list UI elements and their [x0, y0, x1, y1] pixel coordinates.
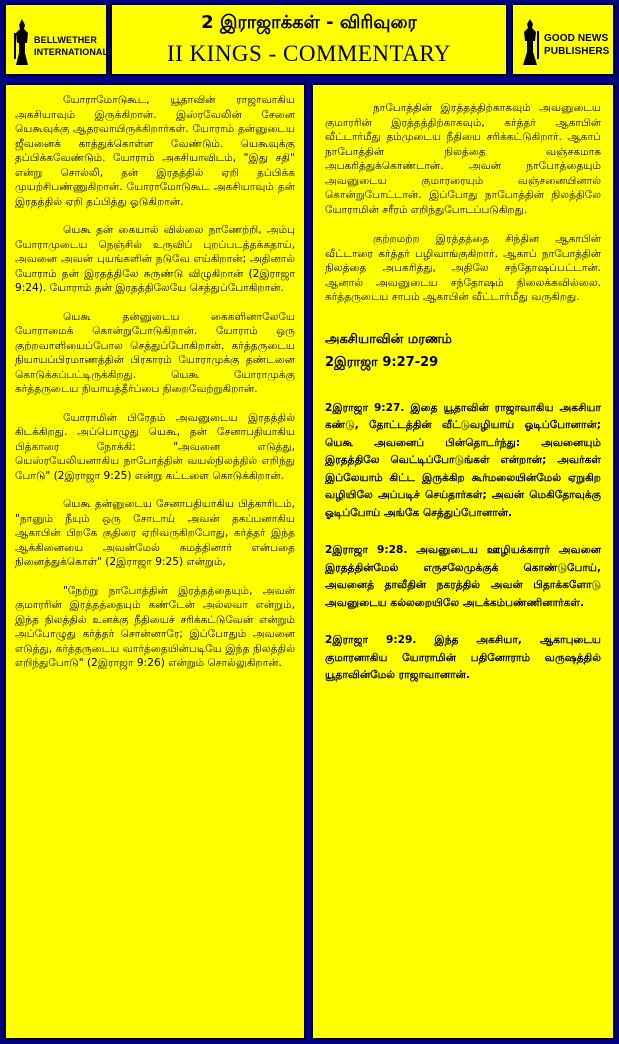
title-panel: [110, 3, 508, 76]
left-paragraph-1: யோராமோடுகூட, யூதாவின் ராஜாவாகிய அகசியாவும் இருக்கிறான். இஸ்ரவேலின் சேனை யெகூவுக்கு ஆதரவாயிருக்கிறார்கள். யோராம் தன்னுடைய ஜீவனைக் காத்துக்கொள்ள வேண்டும். யெகூவுக்கு தப்பிக்கவேண்டும். யோராம் அகசியாவிடம், "இது சதி" என்று சொல்லி, தன் இரதத்தில் ஏறி தப்பிக்க முயற்சிபண்ணுகிறான். யோராமோடுகூட அகசியாவும் தன் இரதத்தில் ஏறி தப்பித்து ஓடுகிறான்.: [15, 94, 295, 208]
verse-9-29: 2இராஜா 9:29. இந்த அகசியா, ஆகாபுடைய குமாரனாகிய யோராமின் பதினோராம் வருஷத்தில் யூதாவின்மேல் ராஜாவானான்.: [325, 634, 601, 681]
left-column: [4, 83, 306, 1040]
verse-9-27: 2இராஜா 9:27. இதை யூதாவின் ராஜாவாகிய அகசியா கண்டு, தோட்டத்தின் வீட்டுவழியாய் ஓடிப்போனான்; யெகூ அவனைப் பின்தொடர்ந்து: அவனையும் இரதத்திலே வெட்டிப்போடுங்கள் என்றான்; அவர்கள் இப்லேயாம் கிட்ட இருக்கிற கூர்மலையின்மேல் ஏறுகிற வழியிலே அப்படிச் செய்தார்கள்; அவன் மெகிதோவுக்கு ஓடிப்போய் அங்கே செத்துப்போனான்.: [325, 401, 601, 519]
left-paragraph-6: "நேற்று நாபோத்தின் இரத்தத்தையும், அவன் குமாரரின் இரத்தத்தையும் கண்டேன் அல்லவா என்றும், இந்த நிலத்தில் உனக்கு நீதியைச் சரிக்கட்டுவேன் என்றும் அப்போழுது கர்த்தர் சொன்னாரே; இப்போதும் அவனை எடுத்து, கர்த்தருடைய வார்த்தையின்படியே இந்த நிலத்தில் எறிந்துபோடு" (2இராஜா 9:26) என்றும் சொல்லுகிறான்.: [15, 584, 295, 669]
page-title-tamil: 2 இராஜாக்கள் - விரிவுரை: [201, 12, 417, 33]
section-heading-title: அகசியாவின் மரணம்: [325, 331, 452, 347]
bellwether-figure-icon: [12, 19, 32, 65]
good-news-publishers-logo: [517, 15, 613, 69]
good-news-logo-line1: GOOD NEWS: [544, 33, 609, 44]
left-paragraph-3: யெகூ தன்னுடைய கைகளினாலேயே யோராமைக் கொன்றுபோடுகிறான். யோராம் ஒரு குற்றவாளியைப்போல செத்துப்போகிறான். கர்த்தருடைய நியாயப்பிரமாணத்தின் பிரகாரம் யோராமுக்கு தண்டனை கொடுக்கப்பட்டிருக்கிறது. யெகூ யோராமுக்கு கர்த்தருடைய நியாயத்தீர்ப்பை நிறைவேற்றுகிறான்.: [15, 310, 295, 395]
bellwether-logo: [10, 15, 109, 69]
good-news-logo-panel: [511, 3, 615, 76]
bellwether-logo-line2: INTERNATIONAL: [34, 47, 109, 57]
page-title-english: II KINGS - COMMENTARY: [166, 41, 452, 66]
bellwether-logo-line1: BELLWETHER: [34, 35, 97, 45]
section-heading: [325, 328, 601, 374]
good-news-logo-line2: PUBLISHERS: [544, 46, 610, 57]
good-news-publishers-icon: [519, 19, 541, 65]
right-paragraph-1: நாபோத்தின் இரத்தத்திற்காகவும் அவனுடைய குமாரரின் இரத்தத்திற்காகவும், கர்த்தர் ஆகாபின் வீட்டார்மீது தம்முடைய நீதியை சரிக்கட்டுகிறார். ஆகாப் நாபோத்தின் நிலத்தை வஞ்சகமாக அபகரித்துக்கொண்டான். அவன் நாபோத்தையும் அவனுடைய குமாரரையும் வஞ்சனையினால் கொன்றுபோட்டான். இப்போது நாபோத்தின் நிலத்திலே யோராமின் சரீரம் எறிந்துபோடப்படுகிறது.: [325, 102, 601, 216]
left-paragraph-4: யோராமின் பிரேதம் அவனுடைய இரதத்தில் கிடக்கிறது. அப்பொழுது யெகூ, தன் சேனாபதியாகிய பித்காரை நோக்கி: "அவனை எடுத்து, யெஸ்ரயேலியனாகிய நாபோத்தின் வயல்நிலத்தில் எறிந்து போடு" (2இராஜா 9:25) என்று கட்டளை கொடுக்கிறான்.: [15, 411, 295, 482]
left-paragraph-5: யெகூ தன்னுடைய சேனாபதியாகிய பித்காரிடம், "நானும் நீயும் ஒரு சோடாய் அவன் தகப்பனாகிய ஆகாபின் பிறகே குதிரை ஏறிவருகிறபோது, கர்த்தர் இந்த ஆக்கினையை அவன்மேல் சுமத்தினார் என்பதை நினைத்துக்கொள்" (2இராஜா 9:25) என்றும்,: [15, 498, 295, 568]
verse-9-28: 2இராஜா 9:28. அவனுடைய ஊழியக்காரர் அவனை இரதத்தின்மேல் எருசலேமுக்குக் கொண்டுபோய், அவனைத் தாவீதின் நகரத்தில் அவன் பிதாக்களோடு அவனுடைய கல்லறையிலே அடக்கம்பண்ணினார்கள்.: [325, 544, 601, 609]
right-paragraph-2: குற்றமற்ற இரத்தத்தை சிந்தின ஆகாபின் வீட்டாரை கர்த்தர் பழிவாங்குகிறார். ஆகாப் நாபோத்தின் நிலத்தை அபகரித்து, அதிலே சந்தோஷப்பட்டான். ஆனால் அவனுடைய சந்தோஷம் நிலைக்கவில்லை. கர்த்தருடைய சாபம் ஆகாபின் வீட்டார்மீது வருகிறது.: [325, 233, 601, 303]
left-paragraph-2: யெகூ தன் கையால் வில்லை நாணேற்றி, அம்பு யோராமுடைய நெஞ்சில் உருவிப் புறப்படத்தக்கதாய், அவனை அவன் புயங்களின் நடுவே எய்கிறான்; அதினால் யோராம் தன் இரதத்திலே சுருண்டு விழுகிறான் (2இராஜா 9:24). யோராம் தன் இரதத்திலேயே செத்துப்போகிறான்.: [15, 224, 295, 294]
bellwether-logo-panel: [4, 3, 108, 76]
right-column: [311, 83, 615, 1040]
section-heading-reference: 2இராஜா 9:27-29: [325, 354, 439, 370]
